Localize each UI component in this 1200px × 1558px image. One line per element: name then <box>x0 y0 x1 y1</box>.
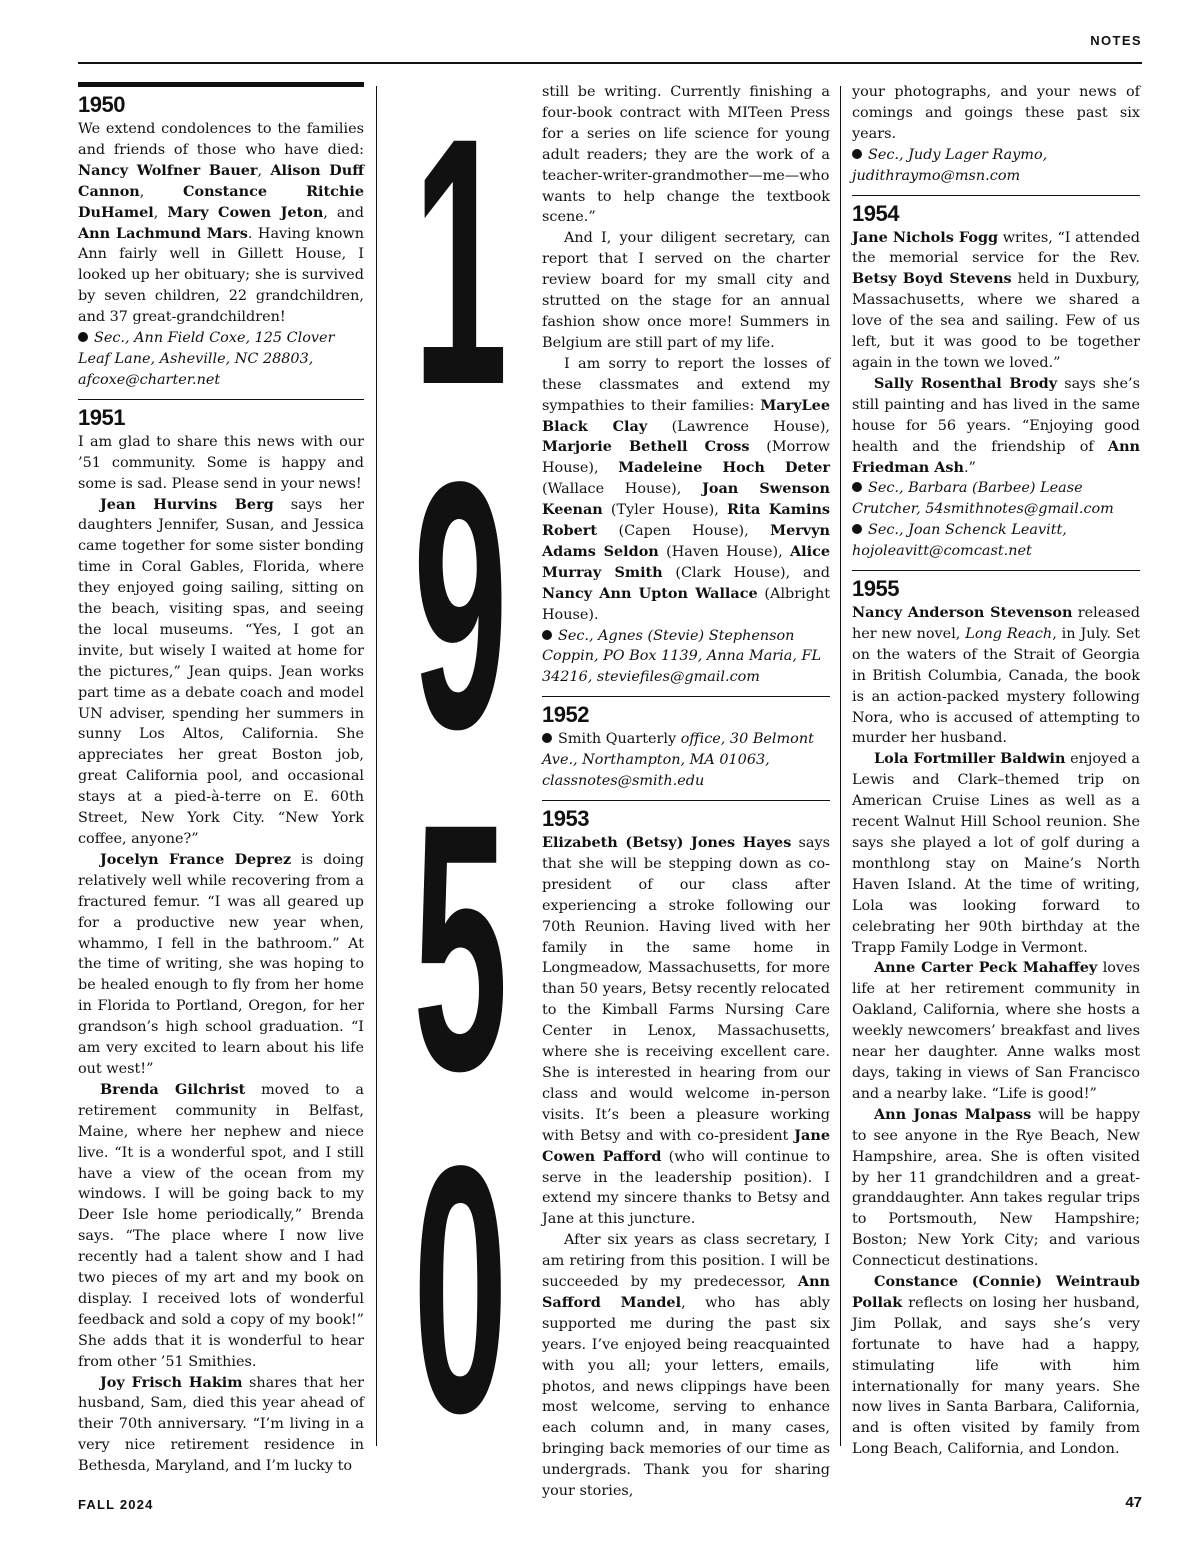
bullet-icon <box>852 482 862 492</box>
class-1955-section <box>852 570 1140 1460</box>
class-1953-continued <box>852 82 1140 187</box>
class-year-heading: 1954 <box>852 200 899 226</box>
paragraph: Anne Carter Peck Mahaffey loves life at her retirement community in Oakland, California, where she hosts a weekly newcomers’ breakfast and lives near her daughter. Anne walks most days, taking in views of San Francisco and a nearby lake. “Life is good!” <box>852 959 1141 1102</box>
class-1950-section <box>78 82 364 391</box>
classmate-name: Brenda Gilchrist <box>100 1080 246 1098</box>
classmate-name: Ann Jonas Malpass <box>874 1105 1032 1123</box>
paragraph: Joy Frisch Hakim shares that her husband, Sam, died this year ahead of their 70th anniversary. “I’m living in a very nice retirement residence in Bethesda, Maryland, and I’m lucky to <box>78 1373 364 1475</box>
class-1951-continued <box>542 82 830 688</box>
classmate-name: Nancy Wolfner Bauer <box>78 161 258 179</box>
classmate-name: Nancy Anderson Stevenson <box>852 604 1073 622</box>
decade-digit: 0 <box>412 1093 508 1487</box>
classmate-name: Ann Friedman Ash <box>852 437 1140 476</box>
book-title: Long Reach <box>965 625 1053 642</box>
classmate-name: Marjorie Bethell Cross <box>542 438 750 456</box>
paragraph: And I, your diligent secretary, can report that I served on the charter review board for my small city and strutted on the stage for an annual fashion show once more! Summers in Belgium are still part of my life. <box>542 230 830 351</box>
classmate-name: Ann Lachmund Mars <box>78 224 248 242</box>
bullet-icon <box>78 332 88 342</box>
classmate-name: Jocelyn France Deprez <box>100 850 292 868</box>
classmate-name: Mary Cowen Jeton <box>167 203 324 221</box>
classmate-name: Constance (Connie) Weintraub Pollak <box>852 1273 1140 1311</box>
column-divider <box>376 86 377 1446</box>
section-label: NOTES <box>1090 33 1142 48</box>
decade-digit: 5 <box>412 751 508 1145</box>
paragraph: Jane Nichols Fogg writes, “I attended the memorial service for the Rev. Betsy Boyd Stevens held in Duxbury, Massachusetts, where we shared a love of the sea and sailing. Few of us left, but it was good to be together again in the town we loved.” <box>852 228 1141 371</box>
column-2 <box>542 82 830 1510</box>
classmate-name: Lola Fortmiller Baldwin <box>874 750 1066 768</box>
paragraph: Elizabeth (Betsy) Jones Hayes says that she will be stepping down as co-president of our class after experiencing a stroke following our 70th Reunion. Having lived with her family in the same home in Longmeadow, Massachusetts, for more than 50 years, Betsy recently relocated to the Kimball Farms Nursing Care Center in Lenox, Massachusetts, where she is receiving excellent care. She is interested in hearing from our class and would welcome in-person visits. It’s been a pleasure working with Betsy and with co-president Jane Cowen Pafford (who will continue to serve in the leadership position). I extend my sincere thanks to Betsy and Jane at this juncture. <box>542 834 830 1228</box>
column-1 <box>78 82 364 1485</box>
secretary-signature: Sec., Joan Schenck Leavitt, hojoleavitt@comcast.net <box>852 522 1067 560</box>
paragraph: Lola Fortmiller Baldwin enjoyed a Lewis and Clark–themed trip on American Cruise Lines as well as a recent Walnut Hill School reunion. She says she played a lot of golf during a monthlong stay on Maine’s North Haven Island. At the time of writing, Lola was looking forward to celebrating her 90th birthday at the Trapp Family Lodge in Vermont. <box>852 750 1141 956</box>
bullet-icon <box>852 524 862 534</box>
classmate-name: Ann Safford Mandel <box>542 1273 830 1311</box>
paragraph: I am sorry to report the losses of these classmates and extend my sympathies to their families: MaryLee Black Clay (Lawrence House), Marjorie Bethell Cross (Morrow House), Madeleine Hoch Deter (Wallace House), Joan Swenson Keenan (Tyler House), Rita Kamins Robert (Capen House), Mervyn Adams Seldon (Haven House), Alice Murray Smith (Clark House), and Nancy Ann Upton Wallace (Albright House). <box>542 355 831 623</box>
classmate-name: Alison Duff Cannon <box>78 161 365 200</box>
paragraph: Brenda Gilchrist moved to a retirement community in Belfast, Maine, where her nephew and niece live. “It is a wonderful spot, and I still have a view of the ocean from my windows. I will be going back to my Deer Isle home periodically,” Brenda says. “The place where I now live recently had a talent show and I had two pieces of my art and my book on display. I received lots of wonderful feedback and sold a copy of my book!” She adds that it is wonderful to hear from other ’51 Smithies. <box>78 1080 364 1370</box>
paragraph: Nancy Anderson Stevenson released her new novel, Long Reach, in July. Set on the waters of the Strait of Georgia in British Columbia, Canada, the book is an action-packed mystery following Nora, who is accused of attempting to murder her husband. <box>852 604 1140 747</box>
secretary-signature: Sec., Agnes (Stevie) Stephenson Coppin, PO Box 1139, Anna Maria, FL 34216, steviefiles@gmail.com <box>542 627 822 686</box>
classmate-name: Mervyn Adams Seldon <box>542 522 830 560</box>
class-year-heading: 1953 <box>542 806 589 831</box>
page-number: 47 <box>1125 1494 1142 1511</box>
classmate-name: Joy Frisch Hakim <box>100 1373 243 1391</box>
paragraph: Jean Hurvins Berg says her daughters Jennifer, Susan, and Jessica came together for some sister bonding time in Coral Gables, Florida, where they enjoyed going sailing, sitting on the beach, visiting spas, and seeing the local museums. “Yes, I got an invite, but wisely I waited at home for the pictures,” Jean quips. Jean works part time as a debate coach and model UN adviser, spending her summers in sunny Los Altos, California. She appreciates her great Boston job, great California pool, and occasional stays at a pied-à-terre on E. 60th Street, New York City. “New York coffee, anyone?” <box>78 495 364 847</box>
bullet-icon <box>542 733 552 743</box>
column-divider <box>840 86 841 1446</box>
classmate-name: Jane Cowen Pafford <box>542 1126 830 1165</box>
secretary-signature: Sec., Judy Lager Raymo, judithraymo@msn.com <box>852 146 1048 184</box>
class-1951-section <box>78 399 364 1477</box>
class-notes-contact: Smith Quarterly office, 30 Belmont Ave., Northampton, MA 01063, classnotes@smith.edu <box>542 731 814 790</box>
classmate-name: MaryLee Black Clay <box>542 396 830 435</box>
classmate-name: Constance Ritchie DuHamel <box>78 182 365 221</box>
secretary-signature: Sec., Ann Field Coxe, 125 Clover Leaf Lane, Asheville, NC 28803, afcoxe@charter.net <box>78 330 335 388</box>
paragraph: still be writing. Currently finishing a four-book contract with MITeen Press for a series on life science for young adult readers; they are the work of a teacher-writer-grandmother—me—who wants to help change the textbook scene.” <box>542 84 830 226</box>
class-year-heading: 1950 <box>78 92 125 117</box>
classmate-name: Jean Hurvins Berg <box>100 495 274 513</box>
classmate-name: Jane Nichols Fogg <box>852 228 999 246</box>
class-1952-section <box>542 696 830 792</box>
classmate-name: Anne Carter Peck Mahaffey <box>874 959 1098 977</box>
classmate-name: Sally Rosenthal Brody <box>874 374 1058 392</box>
paragraph: Constance (Connie) Weintraub Pollak reflects on losing her husband, Jim Pollak, and says she’s very fortunate to have had a happy, stimulating life with him internationally for many years. She now lives in Santa Barbara, California, and is often visited by family from Long Beach, California, and London. <box>852 1273 1140 1458</box>
decade-digit: 1 <box>412 65 508 459</box>
paragraph: Ann Jonas Malpass will be happy to see anyone in the Rye Beach, New Hampshire, area. She is often visited by her 11 grandchildren and a great-granddaughter. Ann takes regular trips to Portsmouth, New Hampshire; Boston; New York City; and various Connecticut destinations. <box>852 1105 1141 1270</box>
class-1954-section <box>852 195 1140 563</box>
class-year-heading: 1952 <box>542 702 589 728</box>
paragraph: We extend condolences to the families and friends of those who have died: Nancy Wolfner Bauer, Alison Duff Cannon, Constance Ritchie DuHamel, Mary Cowen Jeton, and Ann Lachmund Mars. Having known Ann fairly well in Gillett House, I looked up her obituary; she is survived by seven children, 22 grandchildren, and 37 great-grandchildren! <box>78 121 365 326</box>
paragraph: Jocelyn France Deprez is doing relatively well while recovering from a fractured femur. “I was all geared up for a productive new year when, whammo, I fell in the bathroom.” At the time of writing, she was hoping to be healed enough to fly from her home in Florida to Portland, Oregon, for her grandson’s high school graduation. “I am very excited to learn about his life out west!” <box>78 850 364 1077</box>
classmate-name: Joan Swenson Keenan <box>542 480 830 519</box>
classmate-name: Madeleine Hoch Deter <box>618 459 830 477</box>
issue-label: FALL 2024 <box>78 1497 154 1512</box>
classmate-name: Betsy Boyd Stevens <box>852 270 1012 288</box>
column-3 <box>852 82 1140 1468</box>
decade-digit: 9 <box>412 409 508 803</box>
paragraph: I am glad to share this news with our ’51 community. Some is happy and some is sad. Please send in your news! <box>78 433 364 492</box>
paragraph: your photographs, and your news of comings and goings these past six years. <box>852 84 1140 142</box>
class-year-heading: 1951 <box>78 404 125 430</box>
class-year-heading: 1955 <box>852 576 899 602</box>
classmate-name: Elizabeth (Betsy) Jones Hayes <box>542 834 792 851</box>
paragraph: After six years as class secretary, I am retiring from this position. I will be succeeded by my predecessor, Ann Safford Mandel, who has ably supported me during the past six years. I’ve enjoyed being reacquainted with you all; your letters, emails, photos, and news clippings have been most welcome, serving to enhance each column and, in many cases, bringing back memories of our time as undergrads. Thank you for sharing your stories, <box>542 1232 830 1500</box>
bullet-icon <box>542 630 552 640</box>
classmate-name: Rita Kamins Robert <box>542 501 831 540</box>
secretary-signature: Sec., Barbara (Barbee) Lease Crutcher, 54smithnotes@gmail.com <box>852 480 1114 518</box>
classmate-name: Alice Murray Smith <box>542 542 831 581</box>
classmate-name: Nancy Ann Upton Wallace <box>542 584 758 602</box>
bullet-icon <box>852 149 862 159</box>
class-1953-section <box>542 800 830 1502</box>
paragraph: Sally Rosenthal Brody says she’s still painting and has lived in the same house for 56 years. “Enjoying good health and the friendship of Ann Friedman Ash.” <box>852 374 1140 476</box>
top-rule <box>78 62 1142 64</box>
